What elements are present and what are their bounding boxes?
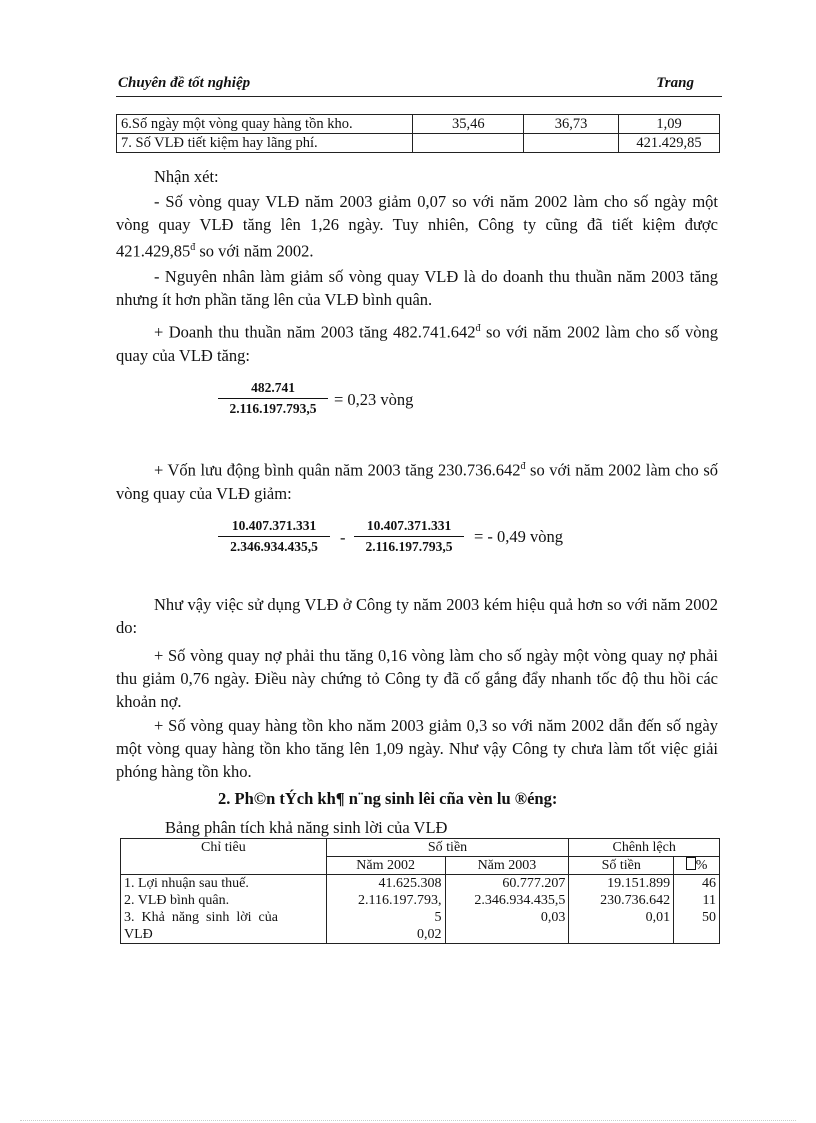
header-cell: Số tiền xyxy=(326,839,569,857)
paragraph-text: so với năm 2002 làm cho số vòng quay của VLĐ tăng: xyxy=(116,322,718,365)
table-cell xyxy=(569,926,674,944)
numerator: 10.407.371.331 xyxy=(231,518,317,533)
table-caption: Bảng phân tích khả năng sinh lời của VLĐ xyxy=(165,818,448,837)
table-row xyxy=(121,909,720,926)
paragraph-4 xyxy=(116,455,718,505)
fraction-2a xyxy=(218,518,330,555)
paragraph-3 xyxy=(116,317,718,367)
currency-sup: đ xyxy=(520,461,526,472)
missing-glyph-icon xyxy=(686,857,696,870)
table-row xyxy=(121,875,720,893)
paragraph-text: + Vốn lưu động bình quân năm 2003 tăng 230.736.642 xyxy=(154,460,521,480)
numerator: 482.741 xyxy=(251,380,295,395)
table-cell: 2.116.197.793, xyxy=(326,892,445,909)
table-cell: 230.736.642 xyxy=(569,892,674,909)
header-cell xyxy=(674,857,720,875)
table-header-row xyxy=(121,839,720,857)
minus-sign: - xyxy=(340,528,346,547)
section-heading: 2. Ph©n tÝch kh¶ n¨ng sinh lêi cña vèn lu ®éng: xyxy=(218,789,558,808)
page-header xyxy=(116,72,722,97)
table-row xyxy=(121,892,720,909)
table-cell: 46 xyxy=(674,875,720,893)
table-cell: 1. Lợi nhuận sau thuế. xyxy=(121,875,327,893)
table-row xyxy=(117,134,720,153)
header-cell: Số tiền xyxy=(569,857,674,875)
paragraph-6: + Số vòng quay nợ phải thu tăng 0,16 vòng làm cho số ngày một vòng quay nợ phải thu giảm 0,76 ngày. Điều này chứng tỏ Công ty đã cố gắng đẩy nhanh tốc độ thu hồi các khoản nợ. xyxy=(116,646,718,711)
numerator: 10.407.371.331 xyxy=(366,518,452,533)
paragraph-7: + Số vòng quay hàng tồn kho năm 2003 giảm 0,3 so với năm 2002 dẫn đến số ngày một vòng quay hàng tồn kho tăng lên 1,09 ngày. Như vậy Công ty chưa làm tốt việc giải phóng hàng tồn kho. xyxy=(116,716,718,781)
table-cell: 2. VLĐ bình quân. xyxy=(121,892,327,909)
top-table xyxy=(116,114,720,153)
denominator: 2.116.197.793,5 xyxy=(365,539,453,554)
table-cell: 41.625.308 xyxy=(326,875,445,893)
paragraph-2: - Nguyên nhân làm giảm số vòng quay VLĐ là do doanh thu thuần năm 2003 tăng nhưng ít hơn phần tăng lên của VLĐ bình quân. xyxy=(116,267,718,309)
header-cell: Năm 2002 xyxy=(326,857,445,875)
paragraph-text: + Doanh thu thuần năm 2003 tăng 482.741.642 xyxy=(154,322,476,342)
table-cell: 0,03 xyxy=(445,909,569,926)
paragraph-text: - Số vòng quay VLĐ năm 2003 giảm 0,07 so với năm 2002 làm cho số ngày một vòng quay VLĐ tăng lên 1,26 ngày. Tuy nhiên, Công ty cũng đã tiết kiệm được 421.429,85 xyxy=(116,192,718,261)
formula-result: = 0,23 vòng xyxy=(334,390,414,409)
table-cell: 50 xyxy=(674,909,720,926)
table-cell: 19.151.899 xyxy=(569,875,674,893)
denominator: 2.116.197.793,5 xyxy=(229,401,317,416)
currency-sup: đ xyxy=(475,323,481,334)
table-cell xyxy=(524,134,619,153)
formula-result: = - 0,49 vòng xyxy=(474,527,564,546)
fraction-1 xyxy=(218,380,328,417)
header-cell: Chênh lệch xyxy=(569,839,720,857)
table-cell: 0,01 xyxy=(569,909,674,926)
header-page-label: Trang xyxy=(656,75,694,91)
table-cell: 6.Số ngày một vòng quay hàng tồn kho. xyxy=(117,115,413,134)
header-cell: Chỉ tiêu xyxy=(121,839,327,875)
paragraph-text: so với năm 2002 làm cho số vòng quay của VLĐ giảm: xyxy=(116,460,718,503)
fraction-2b xyxy=(354,518,464,555)
table-cell: 7. Số VLĐ tiết kiệm hay lãng phí. xyxy=(117,134,413,153)
remark-title: Nhận xét: xyxy=(154,167,219,186)
page-bottom-rule xyxy=(20,1120,796,1121)
table-cell: 1,09 xyxy=(619,115,720,134)
denominator: 2.346.934.435,5 xyxy=(230,539,318,554)
table-cell: 11 xyxy=(674,892,720,909)
table-cell: 3. Khả năng sinh lời của xyxy=(121,909,327,926)
paragraph-text: so với năm 2002. xyxy=(195,241,314,261)
profitability-table xyxy=(120,838,720,944)
table-cell xyxy=(445,926,569,944)
table-row xyxy=(117,115,720,134)
percent-label: % xyxy=(695,858,708,873)
table-row xyxy=(121,926,720,944)
paragraph-1 xyxy=(116,190,718,263)
table-cell: 35,46 xyxy=(413,115,524,134)
table-cell: VLĐ xyxy=(121,926,327,944)
table-cell xyxy=(674,926,720,944)
header-cell: Năm 2003 xyxy=(445,857,569,875)
table-cell: 36,73 xyxy=(524,115,619,134)
header-title: Chuyên đề tốt nghiệp xyxy=(118,75,251,91)
table-cell: 0,02 xyxy=(326,926,445,944)
currency-sup: đ xyxy=(190,242,196,253)
table-cell: 2.346.934.435,5 xyxy=(445,892,569,909)
table-cell xyxy=(413,134,524,153)
table-cell: 5 xyxy=(326,909,445,926)
table-cell: 60.777.207 xyxy=(445,875,569,893)
table-cell: 421.429,85 xyxy=(619,134,720,153)
paragraph-5: Như vậy việc sử dụng VLĐ ở Công ty năm 2003 kém hiệu quả hơn so với năm 2002 do: xyxy=(116,595,718,637)
